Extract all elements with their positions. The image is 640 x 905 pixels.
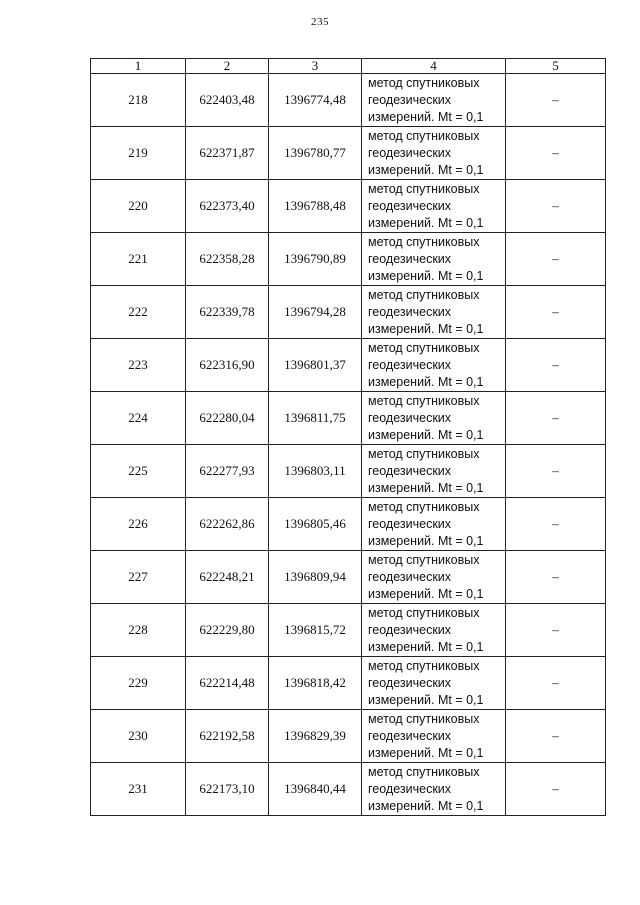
- method-line: измерений. Mt = 0,1: [368, 215, 484, 230]
- method-line: измерений. Mt = 0,1: [368, 268, 484, 283]
- table-row: [91, 127, 606, 180]
- point-number-cell: 223: [91, 339, 186, 392]
- method-line: измерений. Mt = 0,1: [368, 321, 484, 336]
- method-line: геодезических: [368, 410, 452, 425]
- header-col-3: 3: [269, 59, 362, 74]
- note-cell: –: [506, 339, 606, 392]
- method-line: метод спутниковых: [368, 552, 480, 567]
- table-row: [91, 763, 606, 816]
- method-line: геодезических: [368, 569, 452, 584]
- x-coordinate-cell: 622262,86: [186, 498, 269, 551]
- note-cell: –: [506, 74, 606, 127]
- header-col-4: 4: [362, 59, 506, 74]
- method-cell: [362, 710, 506, 763]
- coordinates-table: [90, 58, 606, 816]
- note-cell: –: [506, 498, 606, 551]
- method-line: метод спутниковых: [368, 181, 480, 196]
- point-number-cell: 231: [91, 763, 186, 816]
- x-coordinate-cell: 622339,78: [186, 286, 269, 339]
- method-cell: [362, 180, 506, 233]
- header-col-1: 1: [91, 59, 186, 74]
- y-coordinate-cell: 1396811,75: [269, 392, 362, 445]
- y-coordinate-cell: 1396774,48: [269, 74, 362, 127]
- method-line: измерений. Mt = 0,1: [368, 745, 484, 760]
- table-row: [91, 233, 606, 286]
- note-cell: –: [506, 180, 606, 233]
- x-coordinate-cell: 622192,58: [186, 710, 269, 763]
- method-cell: [362, 551, 506, 604]
- x-coordinate-cell: 622371,87: [186, 127, 269, 180]
- method-cell: [362, 233, 506, 286]
- note-cell: –: [506, 286, 606, 339]
- method-line: измерений. Mt = 0,1: [368, 162, 484, 177]
- table-row: [91, 710, 606, 763]
- method-line: геодезических: [368, 463, 452, 478]
- method-line: метод спутниковых: [368, 658, 480, 673]
- table-row: [91, 604, 606, 657]
- point-number-cell: 224: [91, 392, 186, 445]
- method-line: измерений. Mt = 0,1: [368, 480, 484, 495]
- method-line: геодезических: [368, 516, 452, 531]
- y-coordinate-cell: 1396790,89: [269, 233, 362, 286]
- x-coordinate-cell: 622229,80: [186, 604, 269, 657]
- x-coordinate-cell: 622358,28: [186, 233, 269, 286]
- method-line: геодезических: [368, 251, 452, 266]
- note-cell: –: [506, 392, 606, 445]
- note-cell: –: [506, 445, 606, 498]
- method-line: измерений. Mt = 0,1: [368, 798, 484, 813]
- table-row: [91, 392, 606, 445]
- point-number-cell: 225: [91, 445, 186, 498]
- x-coordinate-cell: 622277,93: [186, 445, 269, 498]
- method-line: измерений. Mt = 0,1: [368, 109, 484, 124]
- table-row: [91, 657, 606, 710]
- method-cell: [362, 392, 506, 445]
- method-line: метод спутниковых: [368, 499, 480, 514]
- y-coordinate-cell: 1396803,11: [269, 445, 362, 498]
- table-row: [91, 180, 606, 233]
- point-number-cell: 230: [91, 710, 186, 763]
- x-coordinate-cell: 622173,10: [186, 763, 269, 816]
- x-coordinate-cell: 622316,90: [186, 339, 269, 392]
- x-coordinate-cell: 622280,04: [186, 392, 269, 445]
- method-line: геодезических: [368, 675, 452, 690]
- y-coordinate-cell: 1396829,39: [269, 710, 362, 763]
- table-row: [91, 445, 606, 498]
- table-row: [91, 286, 606, 339]
- note-cell: –: [506, 710, 606, 763]
- method-cell: [362, 286, 506, 339]
- point-number-cell: 220: [91, 180, 186, 233]
- method-line: метод спутниковых: [368, 75, 480, 90]
- method-line: геодезических: [368, 781, 452, 796]
- method-line: геодезических: [368, 198, 452, 213]
- note-cell: –: [506, 127, 606, 180]
- method-cell: [362, 74, 506, 127]
- x-coordinate-cell: 622403,48: [186, 74, 269, 127]
- y-coordinate-cell: 1396815,72: [269, 604, 362, 657]
- y-coordinate-cell: 1396840,44: [269, 763, 362, 816]
- y-coordinate-cell: 1396809,94: [269, 551, 362, 604]
- point-number-cell: 219: [91, 127, 186, 180]
- y-coordinate-cell: 1396780,77: [269, 127, 362, 180]
- header-col-5: 5: [506, 59, 606, 74]
- table-row: [91, 551, 606, 604]
- x-coordinate-cell: 622248,21: [186, 551, 269, 604]
- note-cell: –: [506, 657, 606, 710]
- header-col-2: 2: [186, 59, 269, 74]
- method-line: геодезических: [368, 304, 452, 319]
- method-line: метод спутниковых: [368, 340, 480, 355]
- x-coordinate-cell: 622373,40: [186, 180, 269, 233]
- method-line: метод спутниковых: [368, 764, 480, 779]
- method-cell: [362, 657, 506, 710]
- method-cell: [362, 498, 506, 551]
- method-cell: [362, 763, 506, 816]
- point-number-cell: 227: [91, 551, 186, 604]
- y-coordinate-cell: 1396805,46: [269, 498, 362, 551]
- method-cell: [362, 604, 506, 657]
- table-row: [91, 339, 606, 392]
- method-line: геодезических: [368, 92, 452, 107]
- method-line: геодезических: [368, 728, 452, 743]
- note-cell: –: [506, 551, 606, 604]
- method-line: измерений. Mt = 0,1: [368, 427, 484, 442]
- header-row: [91, 59, 606, 74]
- note-cell: –: [506, 604, 606, 657]
- method-line: геодезических: [368, 622, 452, 637]
- y-coordinate-cell: 1396801,37: [269, 339, 362, 392]
- method-cell: [362, 445, 506, 498]
- method-line: измерений. Mt = 0,1: [368, 692, 484, 707]
- method-line: метод спутниковых: [368, 711, 480, 726]
- method-cell: [362, 339, 506, 392]
- method-line: геодезических: [368, 357, 452, 372]
- method-line: метод спутниковых: [368, 287, 480, 302]
- method-line: измерений. Mt = 0,1: [368, 374, 484, 389]
- y-coordinate-cell: 1396818,42: [269, 657, 362, 710]
- table-row: [91, 498, 606, 551]
- table-body: [91, 74, 606, 816]
- point-number-cell: 229: [91, 657, 186, 710]
- method-cell: [362, 127, 506, 180]
- y-coordinate-cell: 1396788,48: [269, 180, 362, 233]
- method-line: метод спутниковых: [368, 605, 480, 620]
- note-cell: –: [506, 233, 606, 286]
- point-number-cell: 228: [91, 604, 186, 657]
- x-coordinate-cell: 622214,48: [186, 657, 269, 710]
- method-line: метод спутниковых: [368, 128, 480, 143]
- point-number-cell: 226: [91, 498, 186, 551]
- method-line: измерений. Mt = 0,1: [368, 639, 484, 654]
- point-number-cell: 221: [91, 233, 186, 286]
- y-coordinate-cell: 1396794,28: [269, 286, 362, 339]
- page-number: 235: [311, 16, 329, 28]
- note-cell: –: [506, 763, 606, 816]
- method-line: геодезических: [368, 145, 452, 160]
- point-number-cell: 222: [91, 286, 186, 339]
- table-row: [91, 74, 606, 127]
- method-line: метод спутниковых: [368, 446, 480, 461]
- method-line: метод спутниковых: [368, 234, 480, 249]
- point-number-cell: 218: [91, 74, 186, 127]
- method-line: измерений. Mt = 0,1: [368, 586, 484, 601]
- table-header: [91, 59, 606, 74]
- method-line: измерений. Mt = 0,1: [368, 533, 484, 548]
- method-line: метод спутниковых: [368, 393, 480, 408]
